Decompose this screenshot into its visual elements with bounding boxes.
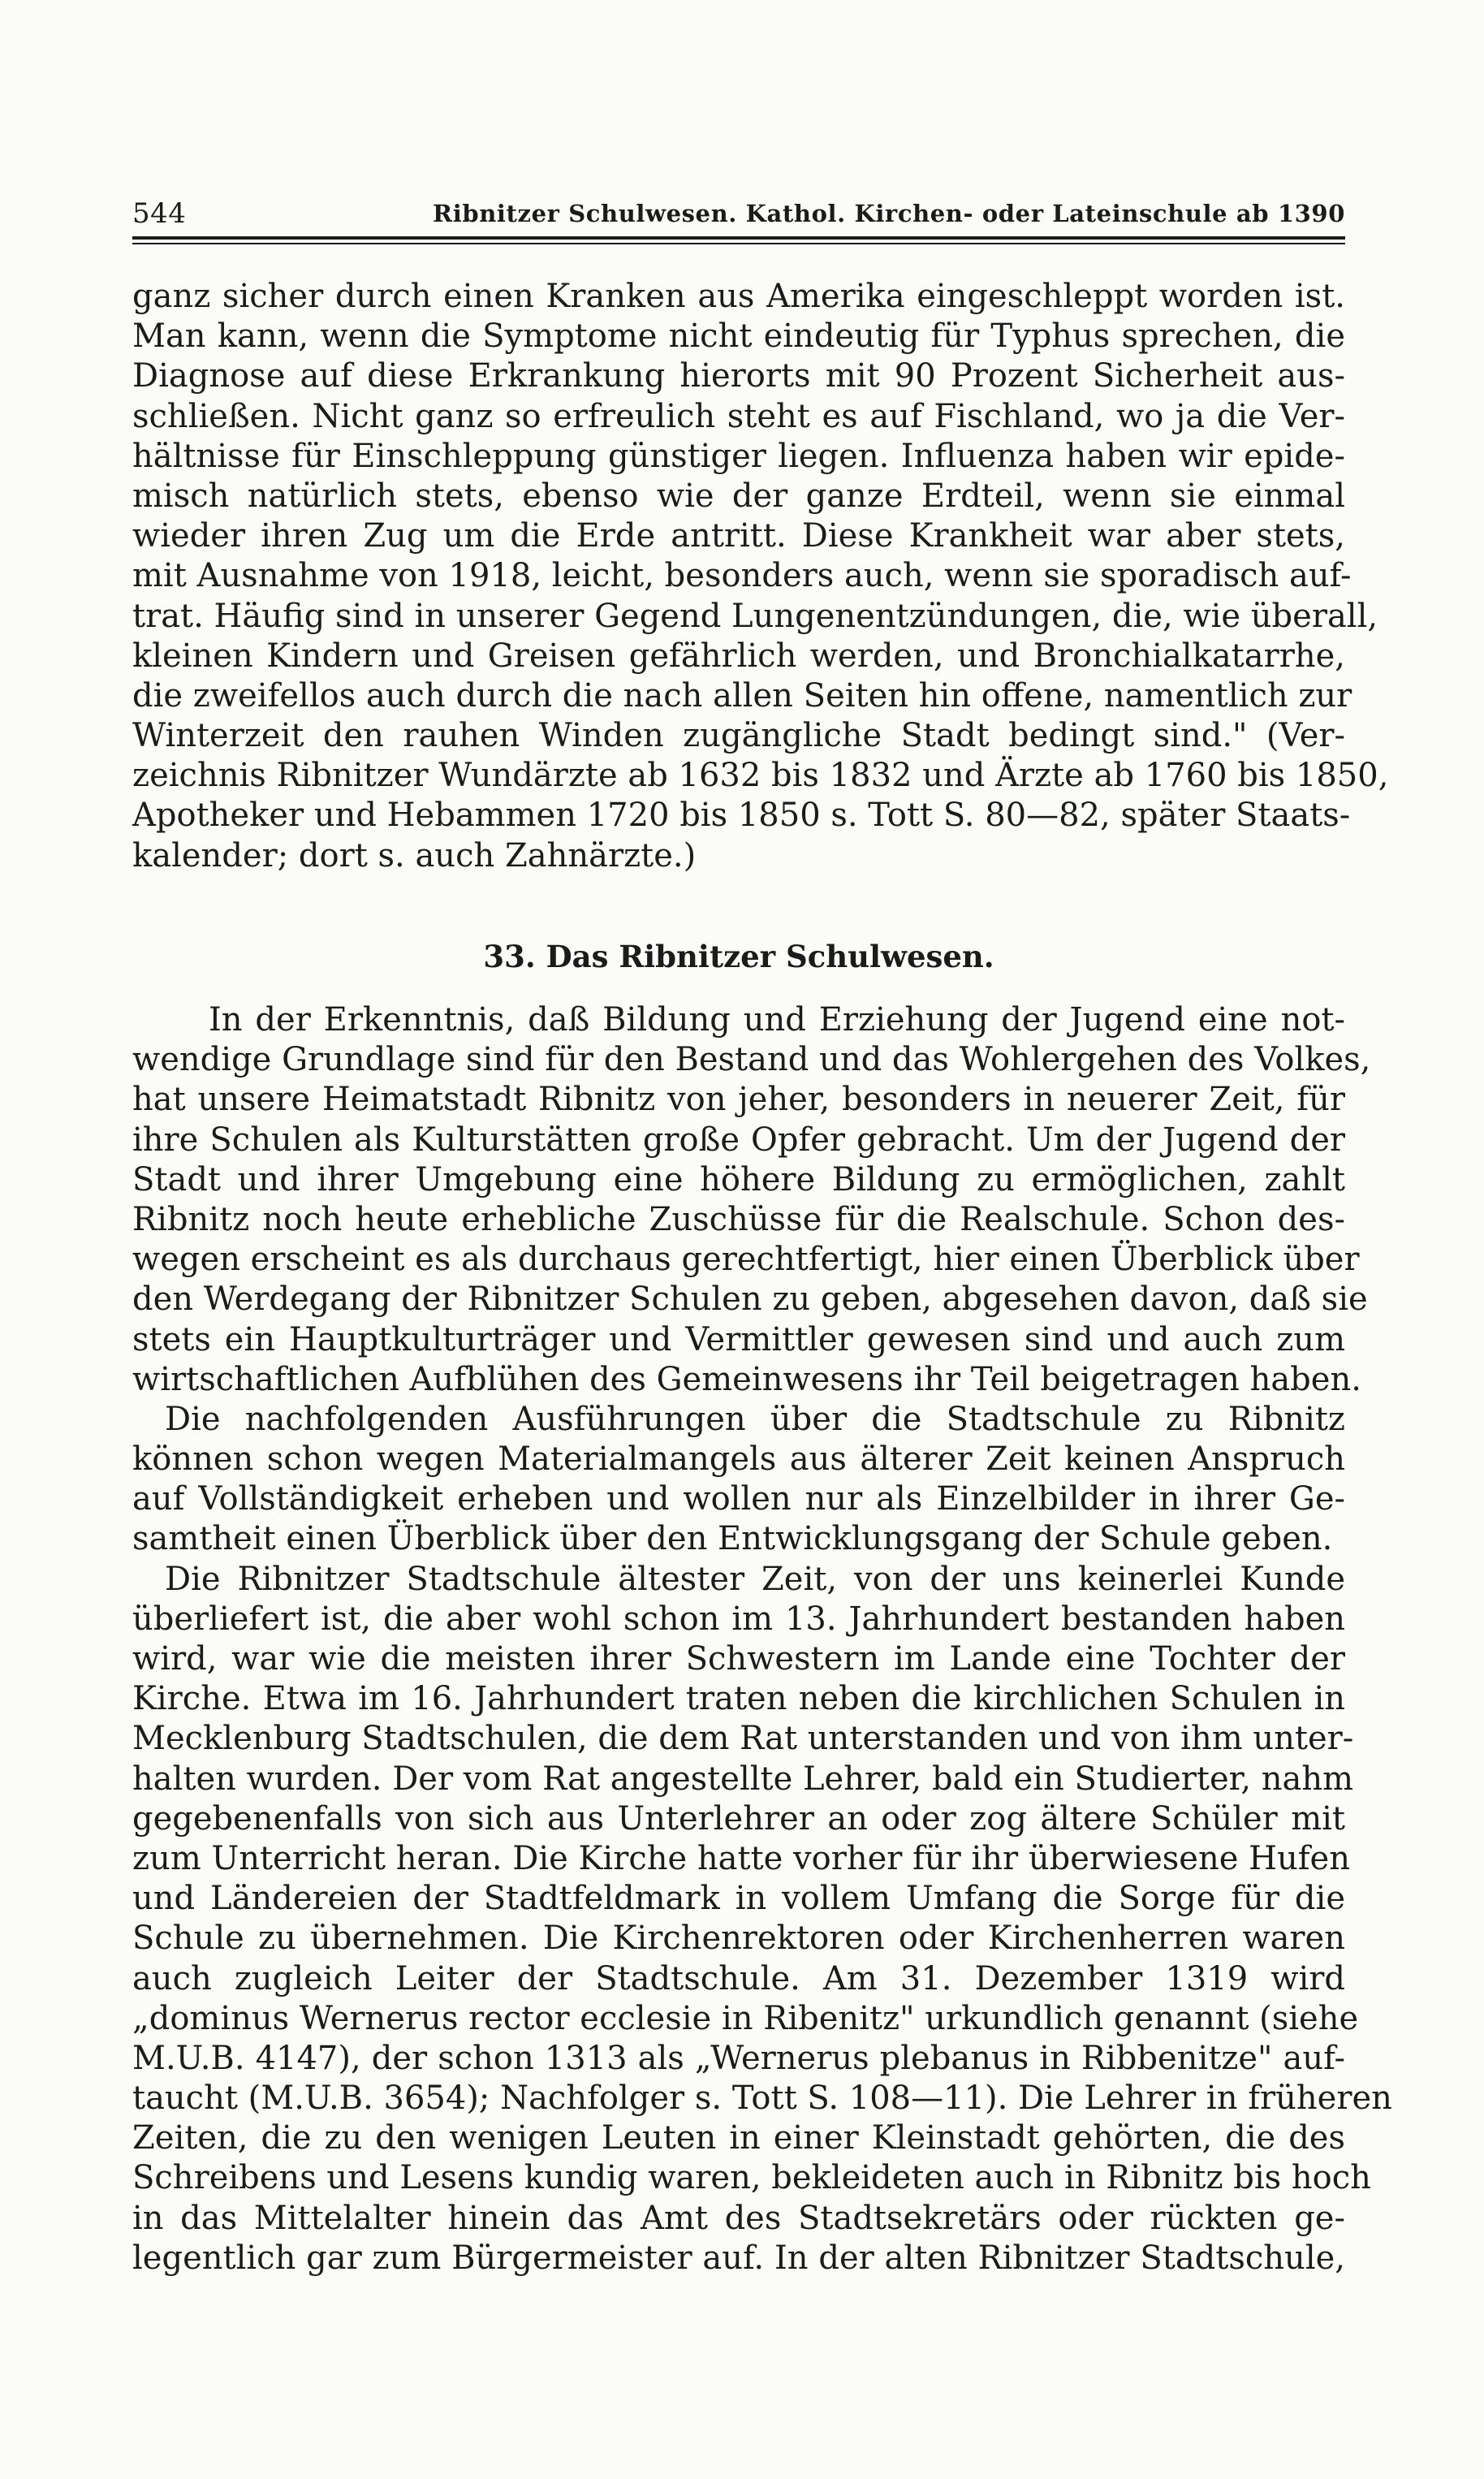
text-line: auch zugleich Leiter der Stadtschule. Am 31. Dezember 1319 wird [132, 1959, 1345, 1997]
text-line: Diagnose auf diese Erkrankung hierorts mit 90 Prozent Sicherheit aus- [132, 357, 1345, 395]
text-line: zeichnis Ribnitzer Wundärzte ab 1632 bis 1832 und Ärzte ab 1760 bis 1850, [132, 757, 1389, 795]
text-line: Mecklenburg Stadtschulen, die dem Rat unterstanden und von ihm unter- [132, 1720, 1354, 1758]
text-line: schließen. Nicht ganz so erfreulich steht es auf Fischland, wo ja die Ver- [132, 397, 1345, 435]
text-line: taucht (M.U.B. 3654); Nachfolger s. Tott S. 108—11). Die Lehrer in früheren [132, 2080, 1392, 2118]
text-line: den Werdegang der Ribnitzer Schulen zu geben, abgesehen davon, daß sie [132, 1281, 1368, 1319]
text-line: mit Ausnahme von 1918, leicht, besonders auch, wenn sie sporadisch auf- [132, 557, 1352, 595]
text-line: wegen erscheint es als durchaus gerechtfertigt, hier einen Überblick über [132, 1241, 1360, 1279]
text-line: die zweifellos auch durch die nach allen Seiten hin offene, namentlich zur [132, 676, 1352, 715]
text-line: Schule zu übernehmen. Die Kirchenrektoren oder Kirchenherren waren [132, 1920, 1345, 1958]
text-line: gegebenenfalls von sich aus Unterlehrer an oder zog ältere Schüler mit [132, 1799, 1345, 1838]
text-line: wieder ihren Zug um die Erde antritt. Diese Krankheit war aber stets, [132, 517, 1345, 555]
section-heading: 33. Das Ribnitzer Schulwesen. [483, 939, 994, 974]
text-line: legentlich gar zum Bürgermeister auf. In der alten Ribnitzer Stadtschule, [132, 2239, 1345, 2277]
text-line: misch natürlich stets, ebenso wie der ganze Erdteil, wenn sie einmal [132, 477, 1345, 515]
text-line: Zeiten, die zu den wenigen Leuten in einer Kleinstadt gehörten, die des [132, 2119, 1345, 2157]
text-line: Schreibens und Lesens kundig waren, bekleideten auch in Ribnitz bis hoch [132, 2159, 1371, 2197]
text-line: und Ländereien der Stadtfeldmark in vollem Umfang die Sorge für die [132, 1880, 1345, 1918]
text-line: samtheit einen Überblick über den Entwicklungsgang der Schule geben. [132, 1520, 1333, 1558]
text-line: Stadt und ihrer Umgebung eine höhere Bildung zu ermöglichen, zahlt [132, 1160, 1345, 1198]
text-line: stets ein Hauptkulturträger und Vermittler gewesen sind und auch zum [132, 1320, 1345, 1358]
text-line: in das Mittelalter hinein das Amt des Stadtsekretärs oder rückten ge- [132, 2199, 1345, 2237]
text-line: Apotheker und Hebammen 1720 bis 1850 s. Tott S. 80—82, später Staats- [132, 797, 1351, 835]
text-line: überliefert ist, die aber wohl schon im 13. Jahrhundert bestanden haben [132, 1600, 1345, 1638]
text-line: können schon wegen Materialmangels aus älterer Zeit keinen Anspruch [132, 1440, 1345, 1479]
header-rule-thin [132, 243, 1345, 244]
text-line: trat. Häufig sind in unserer Gegend Lungenentzündungen, die, wie überall, [132, 597, 1378, 635]
text-line: Kirche. Etwa im 16. Jahrhundert traten neben die kirchlichen Schulen in [132, 1680, 1345, 1718]
section-body [132, 1000, 1392, 2278]
text-line: hältnisse für Einschleppung günstiger liegen. Influenza haben wir epide- [132, 437, 1345, 475]
running-title: Ribnitzer Schulwesen. Kathol. Kirchen- oder Lateinschule ab 1390 [433, 200, 1345, 227]
paragraph-continued [132, 277, 1389, 876]
text-line: In der Erkenntnis, daß Bildung und Erziehung der Jugend eine not- [209, 1001, 1345, 1039]
text-line: Man kann, wenn die Symptome nicht eindeutig für Typhus sprechen, die [132, 317, 1345, 356]
text-line: ihre Schulen als Kulturstätten große Opfer gebracht. Um der Jugend der [132, 1121, 1345, 1159]
text-line: Winterzeit den rauhen Winden zugängliche Stadt bedingt sind." (Ver- [132, 717, 1345, 755]
header-rule-thick [132, 236, 1345, 240]
text-line: halten wurden. Der vom Rat angestellte Lehrer, bald ein Studierter, nahm [132, 1760, 1354, 1798]
text-line: Die Ribnitzer Stadtschule ältester Zeit, von der uns keinerlei Kunde [165, 1560, 1345, 1598]
text-line: kalender; dort s. auch Zahnärzte.) [132, 836, 697, 875]
page-number: 544 [132, 197, 187, 230]
text-line: wendige Grundlage sind für den Bestand und das Wohlergehen des Volkes, [132, 1041, 1371, 1079]
text-line: zum Unterricht heran. Die Kirche hatte vorher für ihr überwiesene Hufen [132, 1839, 1350, 1877]
text-line: hat unsere Heimatstadt Ribnitz von jeher, besonders in neuerer Zeit, für [132, 1081, 1345, 1119]
text-line: M.U.B. 4147), der schon 1313 als „Wernerus plebanus in Ribbenitze" auf- [132, 2039, 1345, 2077]
text-line: Die nachfolgenden Ausführungen über die Stadtschule zu Ribnitz [165, 1400, 1345, 1438]
text-line: ganz sicher durch einen Kranken aus Amerika eingeschleppt worden ist. [132, 278, 1345, 315]
text-line: Ribnitz noch heute erhebliche Zuschüsse für die Realschule. Schon des- [132, 1200, 1345, 1238]
text-line: auf Vollständigkeit erheben und wollen nur als Einzelbilder in ihrer Ge- [132, 1480, 1345, 1518]
text-line: kleinen Kindern und Greisen gefährlich werden, und Bronchialkatarrhe, [132, 637, 1345, 675]
running-header [132, 193, 1345, 234]
text-line: „dominus Wernerus rector ecclesie in Ribenitz" urkundlich genannt (siehe [132, 1999, 1359, 2037]
text-line: wird, war wie die meisten ihrer Schwestern im Lande eine Tochter der [132, 1640, 1345, 1678]
text-line: wirtschaftlichen Aufblühen des Gemeinwesens ihr Teil beigetragen haben. [132, 1360, 1361, 1398]
